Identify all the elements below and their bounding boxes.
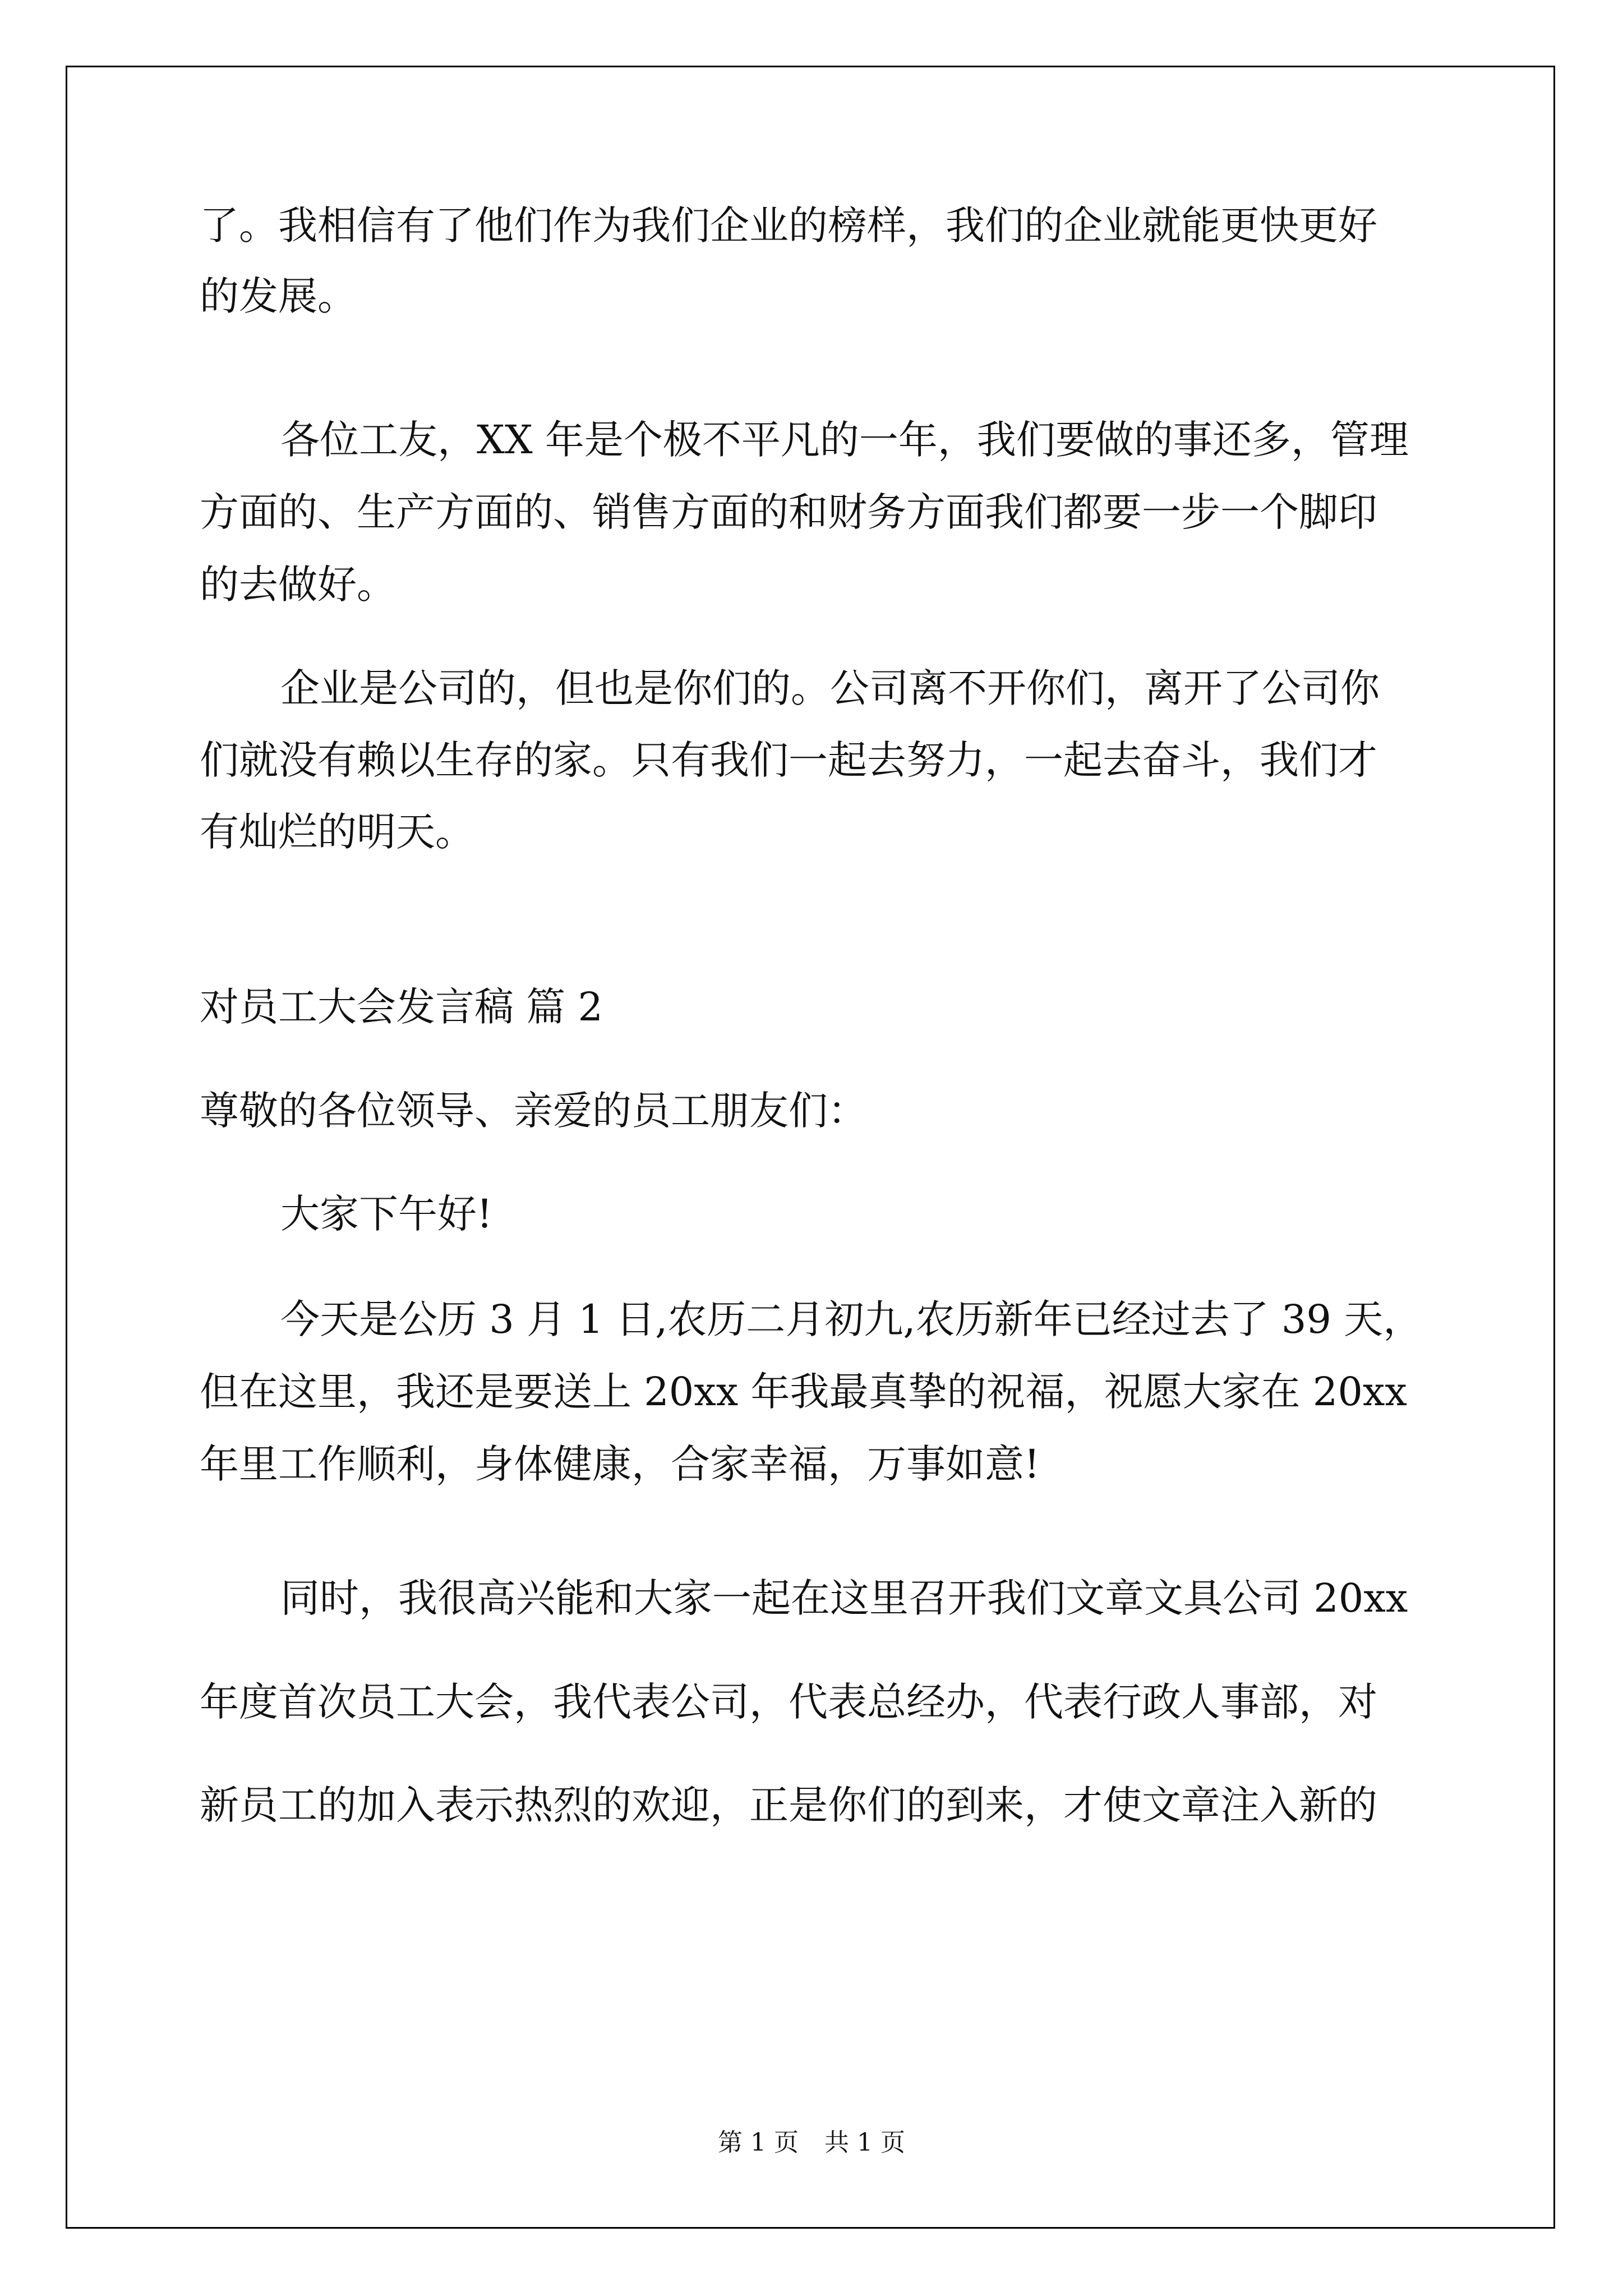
body-line: 同时，我很高兴能和大家一起在这里召开我们文章文具公司 20xx bbox=[280, 1575, 1408, 1621]
body-line: 年里工作顺利，身体健康，合家幸福，万事如意! bbox=[200, 1441, 1040, 1487]
body-line: 的发展。 bbox=[200, 273, 357, 319]
body-line: 有灿烂的明天。 bbox=[200, 809, 474, 855]
body-line: 们就没有赖以生存的家。只有我们一起去努力，一起去奋斗，我们才 bbox=[200, 737, 1377, 783]
body-line: 今天是公历 3 月 1 日,农历二月初九,农历新年已经过去了 39 天， bbox=[280, 1296, 1423, 1342]
body-line: 新员工的加入表示热烈的欢迎，正是你们的到来，才使文章注入新的 bbox=[200, 1782, 1377, 1828]
body-line: 了。我相信有了他们作为我们企业的榜样，我们的企业就能更快更好 bbox=[200, 203, 1377, 249]
body-line: 方面的、生产方面的、销售方面的和财务方面我们都要一步一个脚印 bbox=[200, 489, 1377, 535]
page-total: 共 1 页 bbox=[824, 2128, 905, 2157]
body-line: 企业是公司的，但也是你们的。公司离不开你们，离开了公司你 bbox=[280, 665, 1380, 711]
page-border bbox=[66, 66, 1555, 2229]
page-footer bbox=[0, 2129, 1623, 2157]
body-line: 的去做好。 bbox=[200, 562, 396, 608]
body-line: 但在这里，我还是要送上 20xx 年我最真挚的祝福，祝愿大家在 20xx bbox=[200, 1369, 1407, 1415]
body-line: 年度首次员工大会，我代表公司，代表总经办，代表行政人事部，对 bbox=[200, 1679, 1377, 1725]
greeting: 大家下午好! bbox=[280, 1191, 493, 1237]
page-number: 第 1 页 bbox=[718, 2128, 799, 2157]
body-line: 各位工友，XX 年是个极不平凡的一年，我们要做的事还多，管理 bbox=[280, 417, 1409, 463]
salutation: 尊敬的各位领导、亲爱的员工朋友们： bbox=[200, 1088, 867, 1134]
section-heading: 对员工大会发言稿 篇 2 bbox=[200, 984, 603, 1030]
